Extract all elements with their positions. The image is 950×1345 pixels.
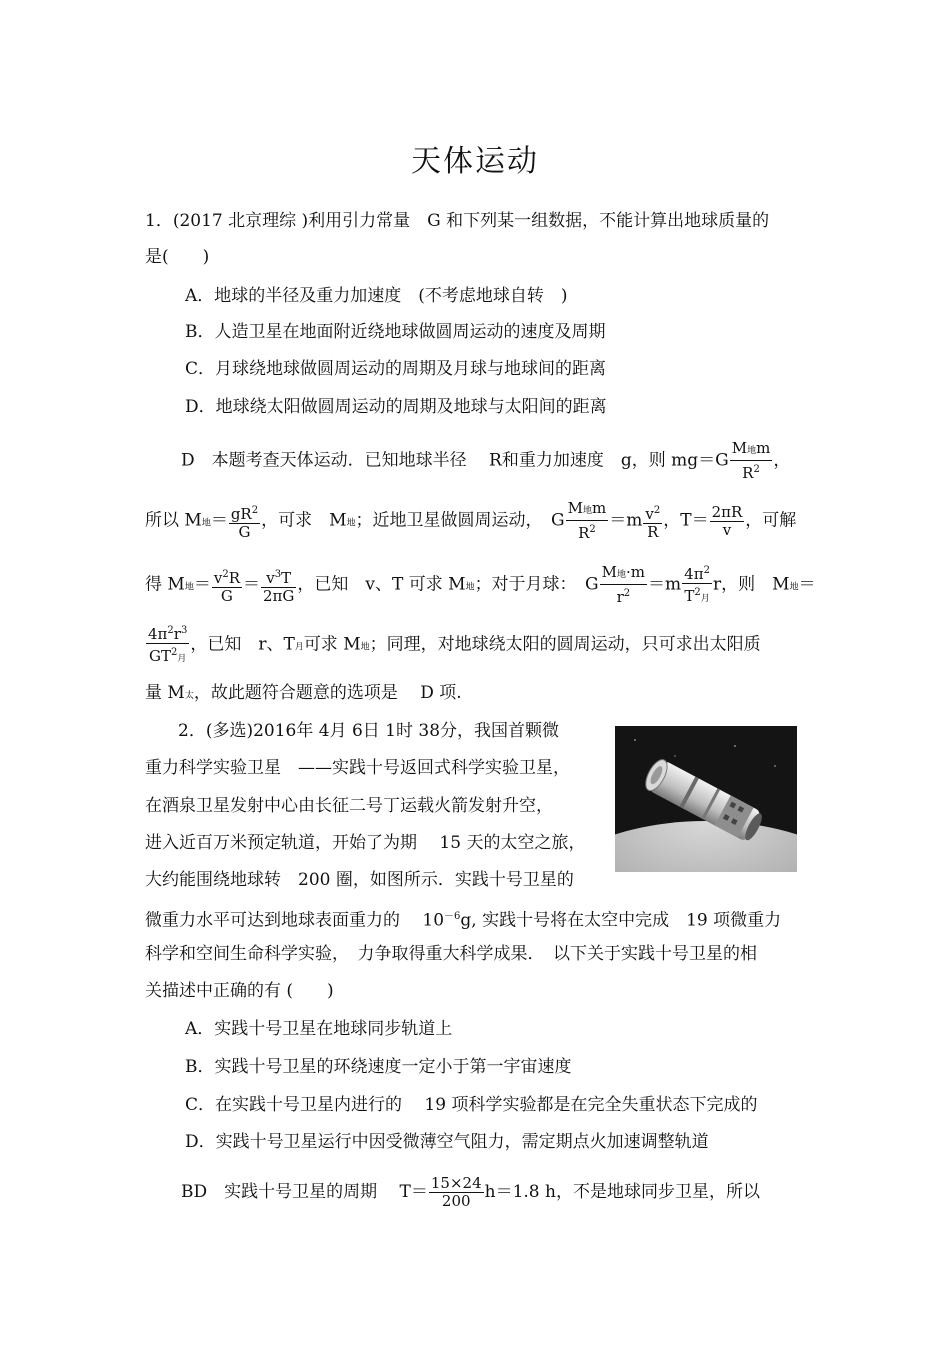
q2-option-d: D．实践十号卫星运行中因受微薄空气阻力，需定期点火加速调整轨道: [185, 1132, 709, 1152]
formula-fraction: $\frac{\text{M地m}}{R^2}$: [567, 499, 607, 542]
q2-stem-line3: 在酒泉卫星发射中心由长征二号丁运载火箭发射升空，: [145, 796, 553, 816]
formula-fraction: $\frac{4\pi^2r^3}{GT^2月}$: [146, 622, 189, 668]
formula-fraction: $\frac{\text{M地m}}{R^2}$: [731, 439, 771, 482]
q1-option-c: C．月球绕地球做圆周运动的周期及月球与地球间的距离: [185, 359, 607, 379]
satellite-illustration: [615, 726, 797, 872]
text-run: ；同理，对地球绕太阳的圆周运动，只可求出太阳质: [369, 634, 761, 655]
subscript: 月: [294, 642, 304, 653]
q2-option-a: A．实践十号卫星在地球同步轨道上: [185, 1019, 453, 1039]
text-run: ＝m: [609, 510, 643, 531]
q1-option-a: A．地球的半径及重力加速度 (不考虑地球自转 ): [185, 286, 568, 306]
text-run: 量 M: [145, 683, 185, 703]
text-run: ，故此题符合题意的选项是 D 项.: [193, 683, 462, 703]
q2-option-c: C．在实践十号卫星内进行的 19 项科学实验都是在完全失重状态下完成的: [185, 1095, 758, 1115]
q1-answer-line3: 得 M地＝ $\frac{v^2R}{G}$ ＝ $\frac{v^3T}{2\pi G}$ ，已知 v、T 可求 M地；对于月球： G $\frac{\text{M地·m}}{r^2}$ ＝m $\frac{4\pi^2}{T^2月}$ r，则 M地＝: [145, 563, 816, 606]
subscript: 地: [346, 518, 356, 529]
text-run: ，T＝: [663, 510, 709, 531]
text-run: ，可求 M: [261, 510, 347, 531]
q2-stem-line2: 重力科学实验卫星 ——实践十号返回式科学实验卫星，: [145, 758, 570, 778]
formula-fraction: $\frac{v^2R}{G}$: [212, 566, 242, 605]
q1-stem-line1: 1．(2017 北京理综 )利用引力常量 G 和下列某一组数据，不能计算出地球质量的: [145, 211, 770, 231]
q2-stem-line4: 进入近百万米预定轨道，开始了为期 15 天的太空之旅，: [145, 833, 586, 853]
text-run: 可求 M: [303, 634, 361, 655]
satellite-image: [615, 726, 797, 872]
page-title: 天体运动: [411, 144, 539, 179]
fraction-denominator: 200: [441, 1192, 471, 1210]
q2-stem-line5: 大约能围绕地球转 200 圈，如图所示．实践十号卫星的: [145, 870, 574, 890]
formula-fraction: $\frac{\text{M地·m}}{r^2}$: [601, 563, 646, 606]
q1-answer-line1: D 本题考查天体运动．已知地球半径 R和重力加速度 g，则 mg＝G $\frac{\text{M地m}}{R^2}$ ，: [181, 439, 791, 482]
q2-answer-line1: [181, 1175, 760, 1210]
fraction-numerator: 15×24: [430, 1174, 482, 1192]
text-run: ，已知 v、T 可求 M: [297, 574, 466, 595]
q1-option-b: B．人造卫星在地面附近绕地球做圆周运动的速度及周期: [185, 322, 606, 342]
formula-fraction: $\frac{gR^2}{G}$: [229, 502, 260, 541]
q2-stem-line6: [145, 906, 781, 932]
q2-stem-line1: 2．(多选)2016年 4月 6日 1时 38分，我国首颗微: [178, 721, 560, 741]
q2-stem-line7: 科学和空间生命科学实验， 力争取得重大科学成果． 以下关于实践十号卫星的相: [145, 944, 757, 964]
text-run: 得 M: [145, 574, 185, 595]
formula-fraction: $\frac{2\pi R}{v}$: [711, 502, 743, 539]
q1-answer-line4: [145, 622, 761, 668]
subscript: 太: [184, 691, 194, 701]
formula-fraction: $\frac{4\pi^2}{T^2月}$: [682, 562, 712, 608]
text-run: r，则 M: [712, 574, 790, 595]
q1-answer-text: D 本题考查天体运动．已知地球半径 R和重力加速度 g，则 mg＝G: [181, 450, 729, 471]
formula-fraction: $\frac{v^3T}{2\pi G}$: [261, 566, 296, 605]
text-run: h＝1.8 h，不是地球同步卫星，所以: [484, 1182, 760, 1202]
q1-answer-line2: [145, 500, 796, 542]
text-run: ，已知 r、T: [190, 634, 295, 655]
text-run: ；对于月球： G: [474, 574, 599, 595]
text-run: ，可解: [745, 510, 797, 531]
q1-stem-line2: 是( ): [145, 247, 210, 267]
text-run: ；近地卫星做圆周运动， G: [355, 510, 565, 531]
q2-stem-line8: 关描述中正确的有 ( ): [145, 981, 334, 1001]
subscript: 地: [789, 582, 799, 593]
text-run: 所以 M: [145, 510, 202, 531]
formula-fraction: $\frac{v^2}{R}$: [643, 502, 662, 541]
text-run: g, 实践十号将在太空中完成 19 项微重力: [460, 910, 782, 931]
text-run: BD 实践十号卫星的周期 T＝: [181, 1182, 428, 1202]
subscript: 地: [201, 518, 211, 529]
formula-fraction: [429, 1175, 484, 1210]
q1-option-d: D．地球绕太阳做圆周运动的周期及地球与太阳间的距离: [185, 397, 607, 417]
q2-option-b: B．实践十号卫星的环绕速度一定小于第一宇宙速度: [185, 1057, 572, 1077]
text-run: 微重力水平可达到地球表面重力的 10: [145, 910, 445, 931]
q1-answer-line5: [145, 682, 462, 707]
superscript: －6: [444, 911, 461, 922]
text-run: ＝: [210, 510, 228, 531]
subscript: 地: [360, 642, 370, 653]
subscript: 地: [184, 582, 194, 593]
subscript: 地: [465, 582, 475, 593]
